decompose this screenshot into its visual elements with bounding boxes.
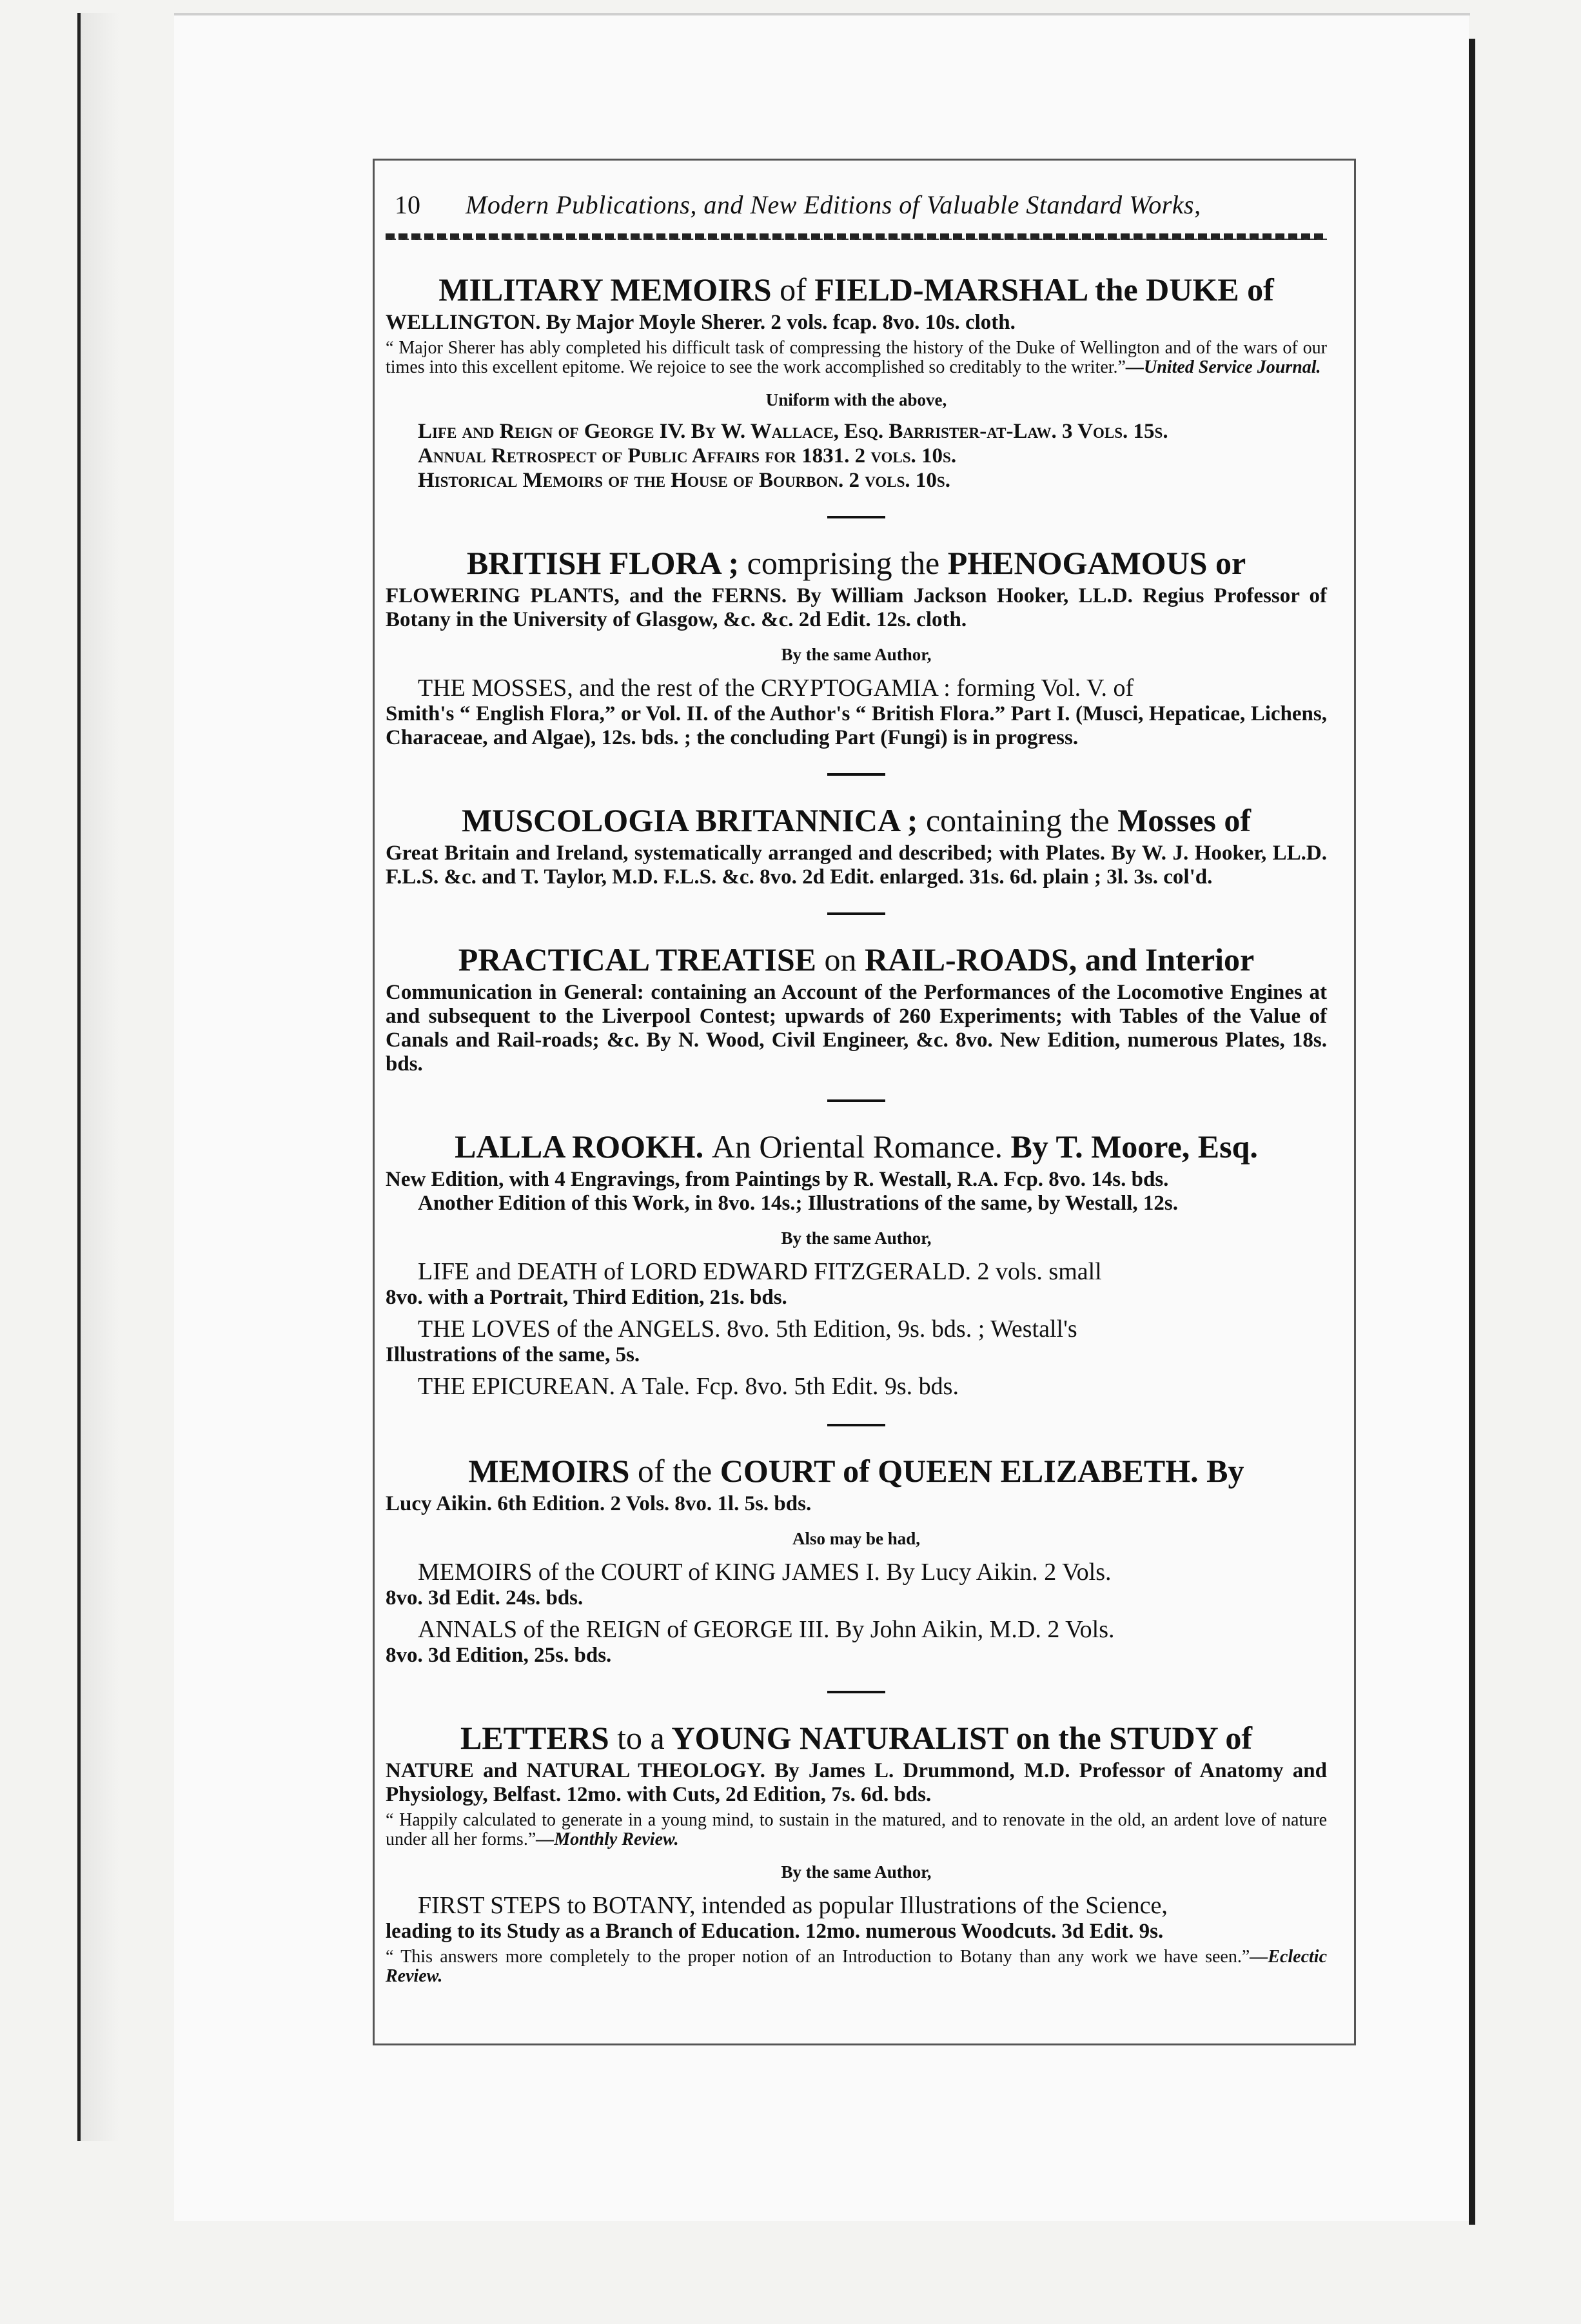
related-body: 8vo. 3d Edit. 24s. bds. [386, 1586, 584, 1610]
section-rule [827, 1099, 885, 1102]
entry-title: LETTERS to a YOUNG NATURALIST on the STUDY of [460, 1720, 1252, 1756]
related-body: 8vo. 3d Edition, 25s. bds. [386, 1644, 612, 1667]
related-item: Historical Memoirs of the House of Bourbon. 2 vols. 10s. [418, 469, 950, 492]
review-quote: “ Happily calculated to generate in a young mind, to sustain in the matured, and to renovate in the old, an ardent love of nature under all her forms.”—Monthly Review. [386, 1810, 1327, 1849]
entry-body: Lucy Aikin. 6th Edition. 2 Vols. 8vo. 1l. 5s. bds. [386, 1492, 812, 1515]
entry-young-naturalist [386, 1719, 1327, 1986]
scan-left-edge [77, 13, 177, 2141]
scan-right-edge [1469, 39, 1475, 2225]
ornamental-rule [386, 233, 1327, 240]
related-title: THE LOVES of the ANGELS. 8vo. 5th Edition, 9s. bds. ; Westall's [418, 1315, 1077, 1343]
entry-title: MILITARY MEMOIRS of FIELD-MARSHAL the DUKE of [438, 271, 1274, 308]
sub-caption: Also may be had, [792, 1529, 921, 1548]
related-body: Smith's “ English Flora,” or Vol. II. of the Author's “ British Flora.” Part I. (Musci, Hepaticae, Lichens, Characeae, and Algae), 12s. bds. ; the concluding Part (Fungi) is in progress. [386, 702, 1327, 749]
sub-caption: Uniform with the above, [765, 390, 947, 409]
related-title: FIRST STEPS to BOTANY, intended as popular Illustrations of the Science, [418, 1892, 1168, 1919]
entry-body: FLOWERING PLANTS, and the FERNS. By William Jackson Hooker, LL.D. Regius Professor of Botany in the University of Glasgow, &c. &c. 2d Edit. 12s. cloth. [386, 584, 1327, 631]
running-head [386, 187, 1327, 223]
entry-body-secondary: Another Edition of this Work, in 8vo. 14s.; Illustrations of the same, by Westall, 12s. [418, 1192, 1178, 1215]
related-body: Illustrations of the same, 5s. [386, 1343, 640, 1366]
entry-body: New Edition, with 4 Engravings, from Paintings by R. Westall, R.A. Fcp. 8vo. 14s. bds. [386, 1168, 1169, 1191]
review-quote: “ Major Sherer has ably completed his difficult task of compressing the history of the Duke of Wellington and of the wars of our times into this excellent epitome. We rejoice to see the work accomplished so creditably to the writer.”—United Service Journal. [386, 338, 1327, 377]
entry-rail-roads [386, 941, 1327, 1076]
sub-caption: By the same Author, [781, 645, 932, 664]
entry-title: MUSCOLOGIA BRITANNICA ; containing the Mosses of [461, 802, 1252, 838]
entry-title: LALLA ROOKH. An Oriental Romance. By T. Moore, Esq. [455, 1128, 1258, 1165]
entry-body: Communication in General: containing an Account of the Performances of the Locomotive Engines at and subsequent to the Liverpool Contest; upwards of 260 Experiments; with Tables of the Value of Canals and Rail-roads; &c. By N. Wood, Civil Engineer, &c. 8vo. New Edition, numerous Plates, 18s. bds. [386, 981, 1327, 1076]
entry-military-memoirs [386, 271, 1327, 493]
entry-body: Great Britain and Ireland, systematically arranged and described; with Plates. By W. J. Hooker, LL.D. F.L.S. &c. and T. Taylor, M.D. F.L.S. &c. 8vo. 2d Edit. enlarged. 31s. 6d. plain ; 3l. 3s. col'd. [386, 842, 1327, 889]
related-title: THE MOSSES, and the rest of the CRYPTOGAMIA : forming Vol. V. of [418, 675, 1134, 702]
related-title: LIFE and DEATH of LORD EDWARD FITZGERALD. 2 vols. small [418, 1258, 1102, 1285]
entry-british-flora [386, 544, 1327, 750]
entry-title: MEMOIRS of the COURT of QUEEN ELIZABETH. By [468, 1453, 1244, 1489]
sub-caption: By the same Author, [781, 1862, 932, 1882]
related-title: MEMOIRS of the COURT of KING JAMES I. By Lucy Aikin. 2 Vols. [418, 1559, 1112, 1586]
sub-caption: By the same Author, [781, 1228, 932, 1248]
entry-body: NATURE and NATURAL THEOLOGY. By James L. Drummond, M.D. Professor of Anatomy and Physiology, Belfast. 12mo. with Cuts, 2d Edition, 7s. 6d. bds. [386, 1759, 1327, 1806]
related-title: ANNALS of the REIGN of GEORGE III. By John Aikin, M.D. 2 Vols. [418, 1616, 1115, 1643]
entry-muscologia [386, 802, 1327, 889]
entry-body: WELLINGTON. By Major Moyle Sherer. 2 vols. fcap. 8vo. 10s. cloth. [386, 311, 1016, 334]
entry-memoirs-court [386, 1452, 1327, 1668]
related-item: Life and Reign of George IV. By W. Wallace, Esq. Barrister-at-Law. 3 Vols. 15s. [418, 420, 1168, 443]
review-quote: “ This answers more completely to the proper notion of an Introduction to Botany than any work we have seen.”—Eclectic Review. [386, 1947, 1327, 1986]
related-body: leading to its Study as a Branch of Education. 12mo. numerous Woodcuts. 3d Edit. 9s. [386, 1920, 1164, 1943]
related-item: Annual Retrospect of Public Affairs for 1831. 2 vols. 10s. [418, 444, 957, 468]
page-number: 10 [395, 190, 420, 219]
section-rule [827, 1424, 885, 1426]
related-body: 8vo. with a Portrait, Third Edition, 21s. bds. [386, 1286, 787, 1309]
section-rule [827, 773, 885, 776]
section-rule [827, 912, 885, 915]
entry-title: BRITISH FLORA ; comprising the PHENOGAMOUS or [466, 545, 1246, 581]
section-rule [827, 1691, 885, 1693]
section-rule [827, 516, 885, 518]
running-head-title: Modern Publications, and New Editions of Valuable Standard Works, [466, 190, 1201, 219]
related-title: THE EPICUREAN. A Tale. Fcp. 8vo. 5th Edit. 9s. bds. [418, 1373, 959, 1400]
entry-lalla-rookh [386, 1128, 1327, 1401]
page-content [386, 187, 1327, 1989]
entry-title: PRACTICAL TREATISE on RAIL-ROADS, and Interior [458, 941, 1255, 978]
